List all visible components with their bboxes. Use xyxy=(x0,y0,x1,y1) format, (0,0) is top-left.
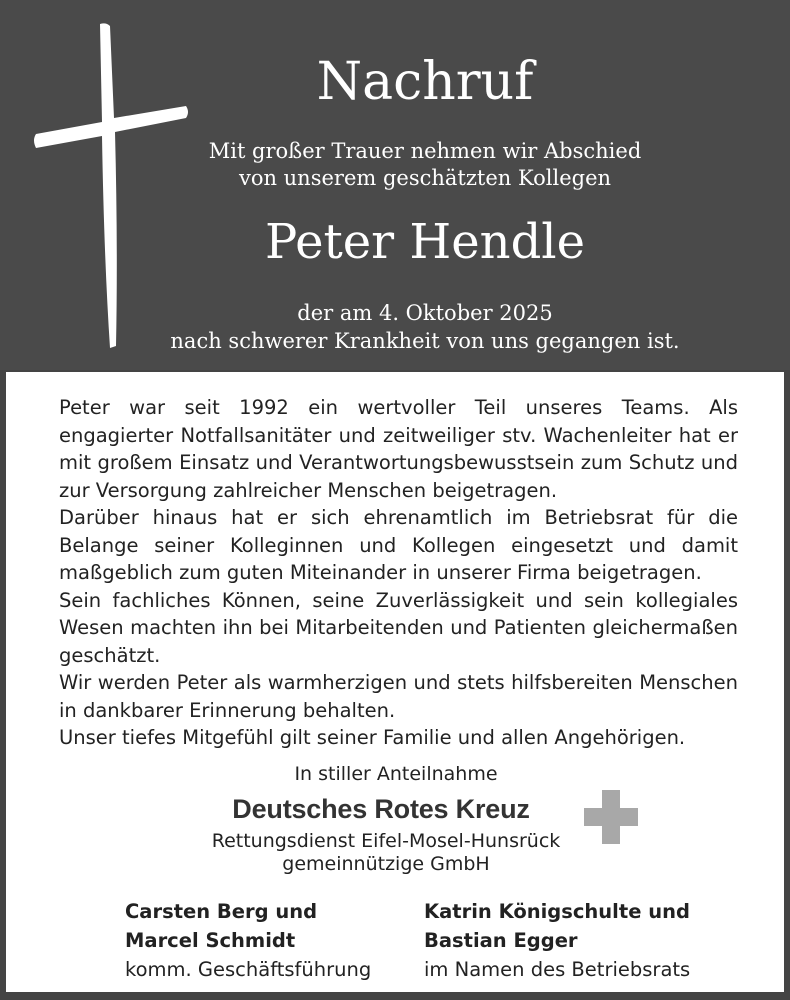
organization-subtitle-line: gemeinnützige GmbH xyxy=(282,853,490,875)
signatory-name: Carsten Berg und xyxy=(125,900,318,923)
signatory-name: Katrin Königschulte und xyxy=(424,900,690,923)
signatory-name: Marcel Schmidt xyxy=(125,929,296,952)
signatory-role: komm. Geschäftsführung xyxy=(125,958,372,981)
paragraph: Unser tiefes Mitgefühl gilt seiner Familie und allen Angehörigen. xyxy=(59,726,686,749)
paragraph: Wir werden Peter als warmherzigen und stets hilfsbereiten Menschen in dankbarer Erinnerung behalten. xyxy=(59,671,738,722)
organization-name: Deutsches Rotes Kreuz xyxy=(232,794,530,824)
death-line: der am 4. Oktober 2025 xyxy=(297,301,553,325)
paragraph: Sein fachliches Können, seine Zuverlässigkeit und sein kollegiales Wesen machten ihn bei Mitarbeitenden und Patienten gleichermaßen geschätzt. xyxy=(59,588,738,667)
death-line: nach schwerer Krankheit von uns gegangen ist. xyxy=(170,329,680,353)
page-title: Nachruf xyxy=(316,52,534,112)
header-banner xyxy=(0,0,790,370)
signature-right xyxy=(424,897,764,984)
paragraph: Peter war seit 1992 ein wertvoller Teil unseres Teams. Als engagierter Notfallsanitäter und zeitweiliger stv. Wachenleiter hat er mit großem Einsatz und Verantwortungsbewusstsein zum Schutz und zur Versorgung zahlreicher Menschen beigetragen. xyxy=(59,396,738,502)
content-panel xyxy=(6,372,784,992)
signatory-name: Bastian Egger xyxy=(424,929,578,952)
anteilnahme-text: In stiller Anteilnahme xyxy=(294,763,498,785)
signatory-role: im Namen des Betriebsrats xyxy=(424,958,691,981)
intro-line: von unserem geschätzten Kollegen xyxy=(238,166,612,190)
organization-subtitle xyxy=(156,830,616,876)
deceased-name: Peter Hendle xyxy=(264,214,586,270)
death-info xyxy=(130,299,720,355)
intro-line: Mit großer Trauer nehmen wir Abschied xyxy=(208,139,642,163)
signature-left xyxy=(125,897,415,984)
organization-subtitle-line: Rettungsdienst Eifel-Mosel-Hunsrück xyxy=(211,830,561,852)
obituary-body xyxy=(59,394,738,752)
paragraph: Darüber hinaus hat er sich ehrenamtlich im Betriebsrat für die Belange seiner Kolleginnen und Kollegen eingesetzt und damit maßgeblich zum guten Miteinander in unserer Firma beigetragen. xyxy=(59,506,738,584)
intro-text xyxy=(180,138,670,192)
